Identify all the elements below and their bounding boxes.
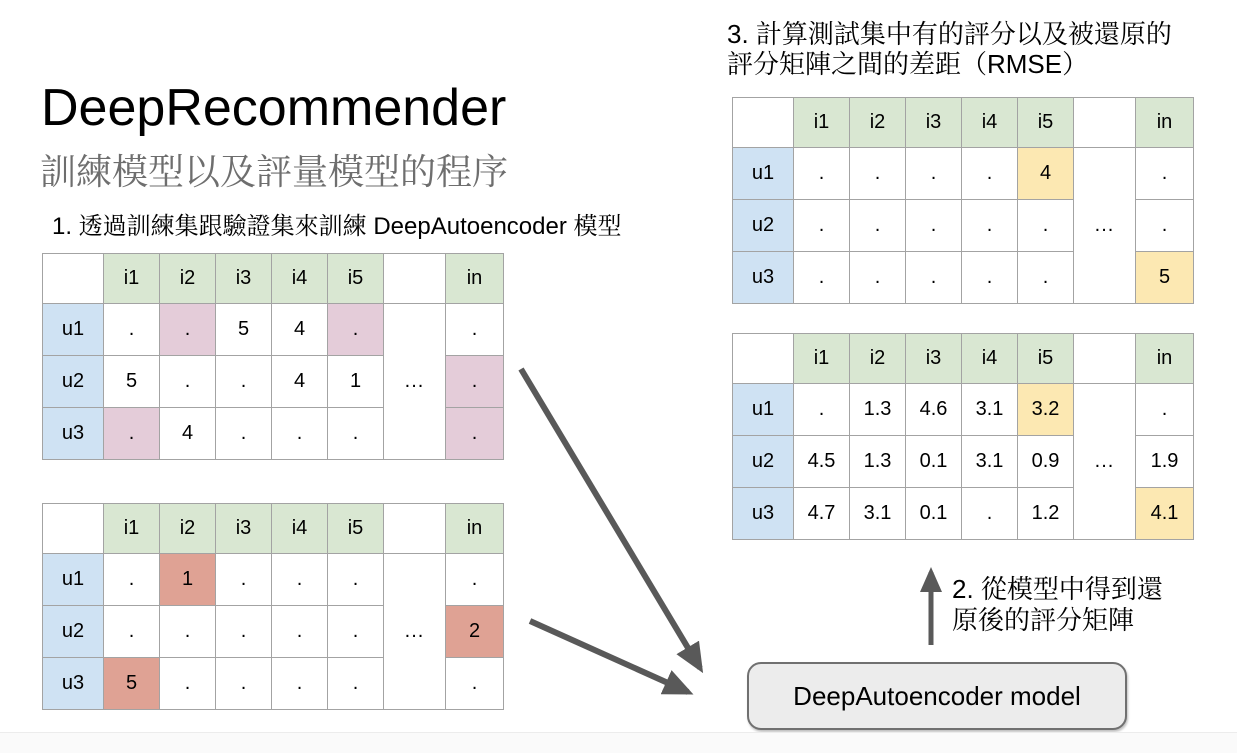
cell-u2-in: 1.9 <box>1136 436 1194 488</box>
page-subtitle: 訓練模型以及評量模型的程序 <box>40 151 509 192</box>
cell-u1-in: . <box>446 554 504 606</box>
row-header-u1: u1 <box>733 148 794 200</box>
row-header-u2: u2 <box>43 356 104 408</box>
column-header-in: in <box>446 504 504 554</box>
column-header-i4: i4 <box>272 504 328 554</box>
column-header-i5: i5 <box>1018 334 1074 384</box>
column-header-i2: i2 <box>160 254 216 304</box>
cell-u1-i3: . <box>906 148 962 200</box>
corner-cell <box>733 98 794 148</box>
cell-u2-i5: 0.9 <box>1018 436 1074 488</box>
row-header-u1: u1 <box>43 304 104 356</box>
column-header-i4: i4 <box>962 98 1018 148</box>
page-title: DeepRecommender <box>41 79 507 137</box>
cell-u1-i3: . <box>216 554 272 606</box>
row-header-u3: u3 <box>43 408 104 460</box>
ellipsis-cell: ... <box>1074 148 1136 304</box>
cell-u2-in: . <box>446 356 504 408</box>
cell-u2-i1: 4.5 <box>794 436 850 488</box>
column-header-i5: i5 <box>328 254 384 304</box>
ellipsis-cell: ... <box>384 554 446 710</box>
corner-cell <box>43 504 104 554</box>
cell-u3-i2: 3.1 <box>850 488 906 540</box>
cell-u2-in: . <box>1136 200 1194 252</box>
row-header-u3: u3 <box>733 252 794 304</box>
column-header-in: in <box>1136 334 1194 384</box>
row-header-u1: u1 <box>43 554 104 606</box>
slide-bottom-edge <box>0 732 1237 753</box>
column-header-i5: i5 <box>1018 98 1074 148</box>
column-header-i2: i2 <box>850 98 906 148</box>
cell-u3-i5: . <box>328 658 384 710</box>
test-table-grid <box>732 97 1194 304</box>
cell-u1-i1: . <box>104 554 160 606</box>
column-header-i4: i4 <box>272 254 328 304</box>
table-row <box>733 148 1194 200</box>
column-header-i1: i1 <box>794 334 850 384</box>
step1-label: 1. 透過訓練集跟驗證集來訓練 DeepAutoencoder 模型 <box>52 213 622 240</box>
cell-u1-i5: . <box>328 554 384 606</box>
cell-u2-i4: . <box>272 606 328 658</box>
step3-label <box>727 20 1172 80</box>
cell-u2-i5: 1 <box>328 356 384 408</box>
cell-u1-i2: . <box>160 304 216 356</box>
cell-u3-in: . <box>446 408 504 460</box>
step2-label <box>952 574 1163 635</box>
row-header-u3: u3 <box>43 658 104 710</box>
cell-u1-in: . <box>1136 384 1194 436</box>
cell-u1-i4: . <box>962 148 1018 200</box>
column-header-i3: i3 <box>906 98 962 148</box>
column-header-i5: i5 <box>328 504 384 554</box>
cell-u3-i2: . <box>850 252 906 304</box>
cell-u1-i3: 4.6 <box>906 384 962 436</box>
ellipsis-column-header <box>384 504 446 554</box>
model-box <box>747 662 1127 730</box>
row-header-u2: u2 <box>733 200 794 252</box>
cell-u2-i4: 3.1 <box>962 436 1018 488</box>
cell-u2-i2: 1.3 <box>850 436 906 488</box>
cell-u3-i2: . <box>160 658 216 710</box>
column-header-in: in <box>1136 98 1194 148</box>
column-header-i1: i1 <box>104 254 160 304</box>
cell-u2-i3: . <box>216 356 272 408</box>
column-header-i3: i3 <box>216 504 272 554</box>
cell-u3-i1: . <box>104 408 160 460</box>
ellipsis-cell: ... <box>384 304 446 460</box>
validation-matrix-table <box>42 503 504 710</box>
ellipsis-column-header <box>384 254 446 304</box>
cell-u2-i5: . <box>328 606 384 658</box>
cell-u1-i1: . <box>794 148 850 200</box>
cell-u1-i2: 1.3 <box>850 384 906 436</box>
step2-line2: 原後的評分矩陣 <box>952 604 1135 635</box>
cell-u1-i4: . <box>272 554 328 606</box>
cell-u2-i2: . <box>850 200 906 252</box>
training-table-grid <box>42 253 504 460</box>
cell-u3-i5: 1.2 <box>1018 488 1074 540</box>
ellipsis-cell: ... <box>1074 384 1136 540</box>
cell-u3-i3: . <box>216 658 272 710</box>
cell-u3-i5: . <box>1018 252 1074 304</box>
row-header-u2: u2 <box>733 436 794 488</box>
column-header-i1: i1 <box>104 504 160 554</box>
cell-u2-i3: 0.1 <box>906 436 962 488</box>
cell-u1-in: . <box>446 304 504 356</box>
row-header-u3: u3 <box>733 488 794 540</box>
row-header-u1: u1 <box>733 384 794 436</box>
cell-u3-i5: . <box>328 408 384 460</box>
cell-u1-in: . <box>1136 148 1194 200</box>
cell-u3-i3: 0.1 <box>906 488 962 540</box>
cell-u3-in: . <box>446 658 504 710</box>
reconstructed-table-grid <box>732 333 1194 540</box>
row-header-u2: u2 <box>43 606 104 658</box>
column-header-i4: i4 <box>962 334 1018 384</box>
cell-u3-i1: 4.7 <box>794 488 850 540</box>
training-matrix-table <box>42 253 504 460</box>
cell-u1-i2: 1 <box>160 554 216 606</box>
cell-u2-i1: . <box>104 606 160 658</box>
cell-u2-i4: . <box>962 200 1018 252</box>
cell-u2-i1: 5 <box>104 356 160 408</box>
cell-u1-i1: . <box>104 304 160 356</box>
cell-u3-in: 5 <box>1136 252 1194 304</box>
ellipsis-column-header <box>1074 98 1136 148</box>
cell-u2-i3: . <box>216 606 272 658</box>
cell-u3-i4: . <box>272 408 328 460</box>
corner-cell <box>733 334 794 384</box>
cell-u3-i4: . <box>272 658 328 710</box>
cell-u1-i5: . <box>328 304 384 356</box>
step3-line2: 評分矩陣之間的差距（RMSE） <box>727 48 1089 79</box>
corner-cell <box>43 254 104 304</box>
cell-u1-i5: 4 <box>1018 148 1074 200</box>
step2-line1: 2. 從模型中得到還 <box>952 574 1163 604</box>
cell-u3-i1: 5 <box>104 658 160 710</box>
column-header-i3: i3 <box>906 334 962 384</box>
cell-u1-i4: 4 <box>272 304 328 356</box>
column-header-i1: i1 <box>794 98 850 148</box>
cell-u3-i4: . <box>962 252 1018 304</box>
cell-u1-i4: 3.1 <box>962 384 1018 436</box>
cell-u3-i3: . <box>216 408 272 460</box>
cell-u3-i3: . <box>906 252 962 304</box>
cell-u2-i5: . <box>1018 200 1074 252</box>
validation-table-grid <box>42 503 504 710</box>
cell-u1-i3: 5 <box>216 304 272 356</box>
cell-u2-i3: . <box>906 200 962 252</box>
training-to-model-arrow-icon <box>521 369 700 668</box>
model-box-label: DeepAutoencoder model <box>793 680 1081 711</box>
column-header-i2: i2 <box>850 334 906 384</box>
table-row <box>733 384 1194 436</box>
cell-u1-i5: 3.2 <box>1018 384 1074 436</box>
step3-line1: 3. 計算測試集中有的評分以及被還原的 <box>727 19 1172 49</box>
cell-u2-in: 2 <box>446 606 504 658</box>
cell-u2-i4: 4 <box>272 356 328 408</box>
cell-u1-i1: . <box>794 384 850 436</box>
column-header-i2: i2 <box>160 504 216 554</box>
cell-u1-i2: . <box>850 148 906 200</box>
cell-u3-i1: . <box>794 252 850 304</box>
test-matrix-table <box>732 97 1194 304</box>
reconstructed-matrix-table <box>732 333 1194 540</box>
cell-u3-i2: 4 <box>160 408 216 460</box>
cell-u3-in: 4.1 <box>1136 488 1194 540</box>
table-row <box>43 304 504 356</box>
cell-u2-i1: . <box>794 200 850 252</box>
ellipsis-column-header <box>1074 334 1136 384</box>
cell-u2-i2: . <box>160 356 216 408</box>
cell-u3-i4: . <box>962 488 1018 540</box>
column-header-i3: i3 <box>216 254 272 304</box>
table-row <box>43 554 504 606</box>
cell-u2-i2: . <box>160 606 216 658</box>
column-header-in: in <box>446 254 504 304</box>
validation-to-model-arrow-icon <box>530 621 688 692</box>
